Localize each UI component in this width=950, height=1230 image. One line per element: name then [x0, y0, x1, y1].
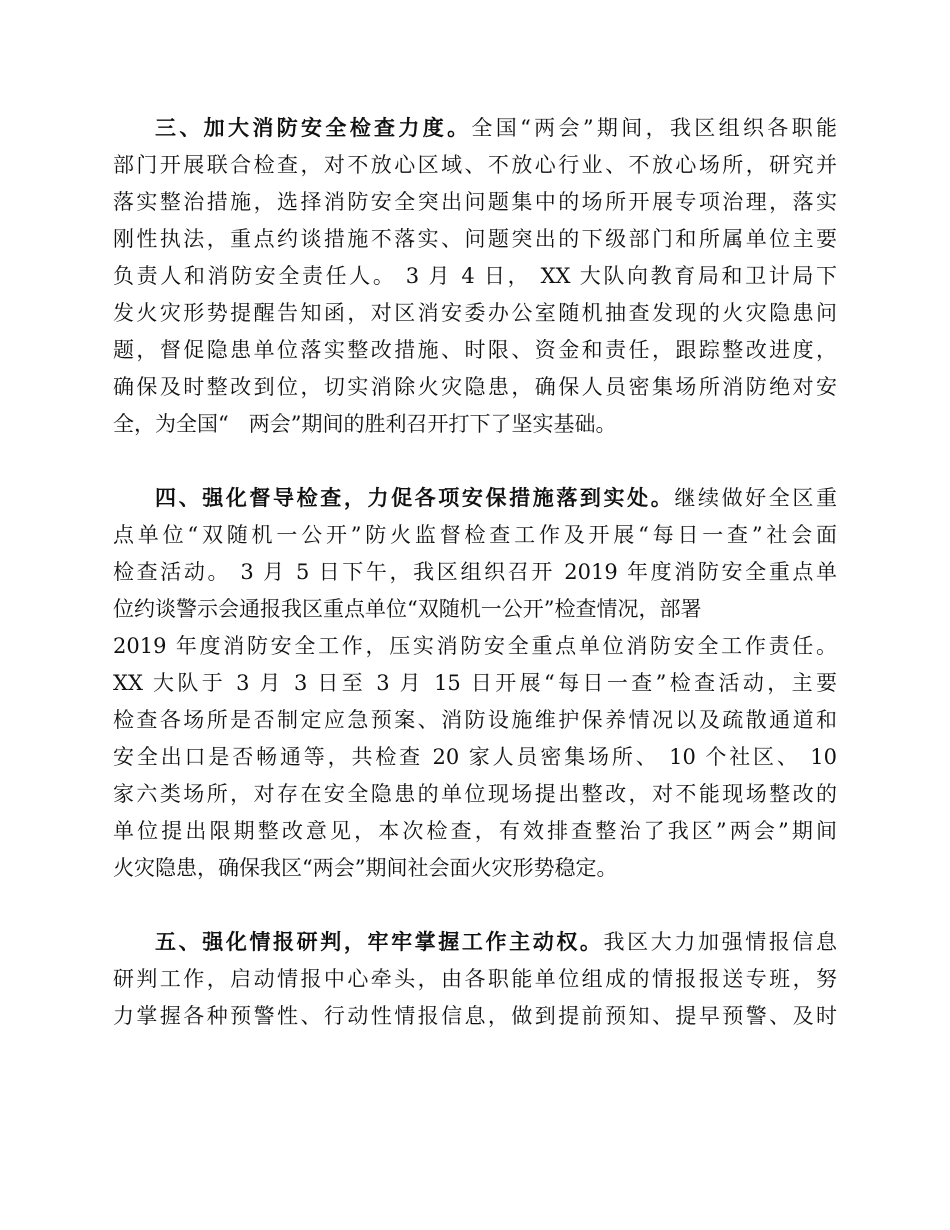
paragraph-line: 刚性执法，重点约谈措施不落实、问题突出的下级部门和所属单位主要: [113, 227, 837, 251]
section-heading: 四、强化督导检查，力促各项安保措施落到实处。: [155, 486, 675, 510]
paragraph-line: 落实整治措施，选择消防安全突出问题集中的场所开展专项治理，落实: [113, 190, 837, 214]
paragraph-line: 确保及时整改到位，切实消除火灾隐患，确保人员密集场所消防绝对安: [113, 375, 837, 399]
paragraph-line: 全，为全国“ 两会”期间的胜利召开打下了坚实基础。: [113, 412, 617, 436]
section-4-paragraph: [113, 480, 837, 887]
paragraph-line: 题，督促隐患单位落实整改措施、时限、资金和责任，跟踪整改进度，: [113, 338, 837, 362]
paragraph-line: [113, 110, 837, 147]
paragraph-line: 位约谈警示会通报我区重点单位“双随机一公开”检查情况，部署: [113, 597, 702, 621]
paragraph-line: 发火灾形势提醒告知函，对区消安委办公室随机抽查发现的火灾隐患问: [113, 301, 837, 325]
paragraph-line: 火灾隐患，确保我区“两会”期间社会面火灾形势稳定。: [113, 856, 618, 880]
paragraph-line: 2019 年度消防安全工作，压实消防安全重点单位消防安全工作责任。: [113, 634, 837, 658]
paragraph-line: 点单位“双随机一公开”防火监督检查工作及开展“每日一查”社会面: [113, 523, 837, 547]
paragraph-line: 单位提出限期整改意见，本次检查，有效排查整治了我区”两会”期间: [113, 819, 837, 843]
paragraph-line: 家六类场所，对存在安全隐患的单位现场提出整改，对不能现场整改的: [113, 782, 837, 806]
text-run: 继续做好全区重: [674, 486, 838, 510]
section-5-paragraph: [113, 924, 837, 1035]
paragraph-line: 检查活动。 3 月 5 日下午，我区组织召开 2019 年度消防安全重点单: [113, 560, 837, 584]
paragraph-line: [113, 924, 837, 961]
section-3-paragraph: [113, 110, 837, 443]
text-run: 全国“两会”期间，我区组织各职能: [471, 116, 837, 140]
paragraph-line: 研判工作，启动情报中心牵头，由各职能单位组成的情报报送专班，努: [113, 967, 837, 991]
text-run: 我区大力加强情报信息: [603, 930, 838, 954]
paragraph-line: XX 大队于 3 月 3 日至 3 月 15 日开展“每日一查”检查活动，主要: [113, 671, 837, 695]
paragraph-line: 部门开展联合检查，对不放心区域、不放心行业、不放心场所，研究并: [113, 153, 837, 177]
paragraph-line: 安全出口是否畅通等，共检查 20 家人员密集场所、 10 个社区、 10: [113, 745, 837, 769]
paragraph-line: 负责人和消防安全责任人。 3 月 4 日， XX 大队向教育局和卫计局下: [113, 264, 837, 288]
paragraph-line: [113, 480, 837, 517]
paragraph-line: 力掌握各种预警性、行动性情报信息，做到提前预知、提早预警、及时: [113, 1004, 837, 1028]
section-heading: 五、强化情报研判，牢牢掌握工作主动权。: [155, 930, 604, 954]
section-heading: 三、加大消防安全检查力度。: [155, 116, 472, 140]
paragraph-line: 检查各场所是否制定应急预案、消防设施维护保养情况以及疏散通道和: [113, 708, 837, 732]
